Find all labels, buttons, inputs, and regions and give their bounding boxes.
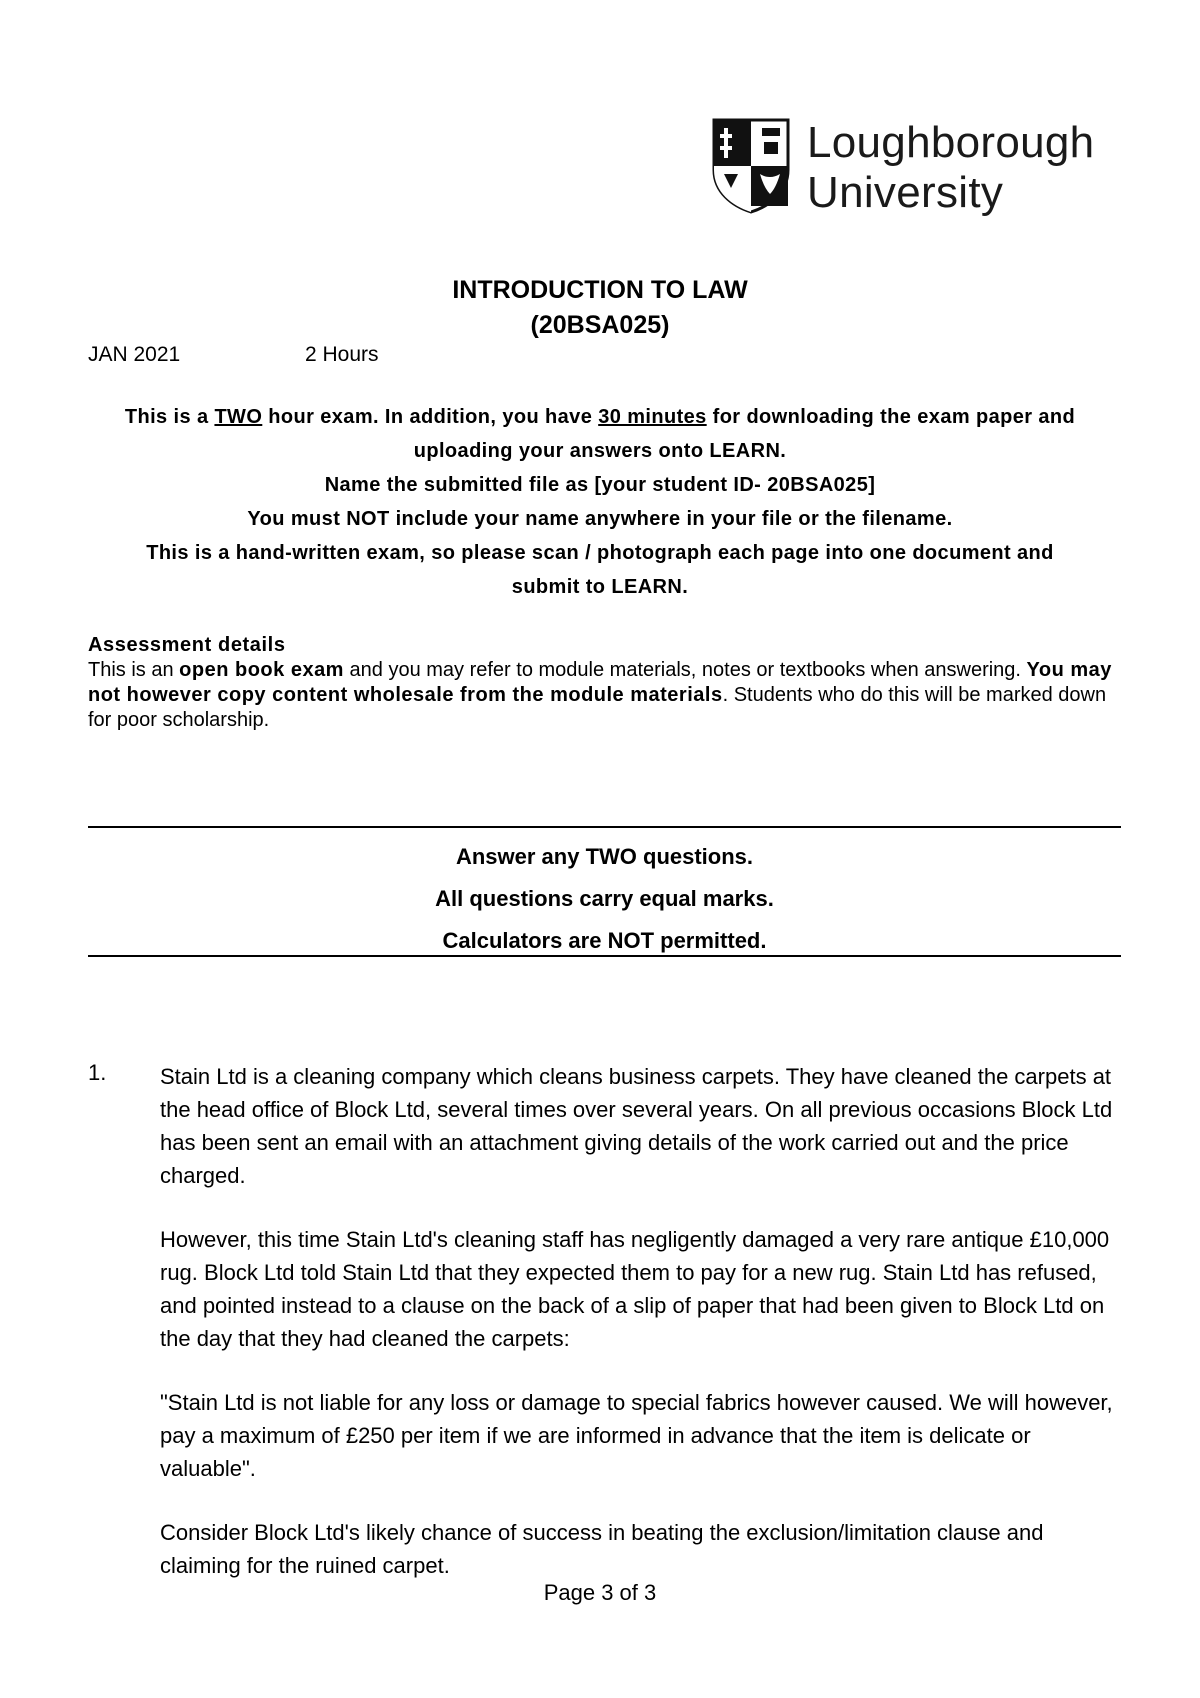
assessment-text xyxy=(88,658,1118,733)
assessment-emphasis: You may not however copy content wholesale from the module materials xyxy=(88,659,1112,706)
assessment-emphasis: open book exam xyxy=(179,659,344,681)
question-paragraph-1: Stain Ltd is a cleaning company which cleans business carpets. They have cleaned the carpets at the head office of Block Ltd, several times over several years. On all previous occasions Block Ltd has been sent an email with an attachment giving details of the work carried out and the price charged. xyxy=(160,1064,1113,1188)
assessment-text-part: and you may refer to module materials, notes or textbooks when answering. xyxy=(343,659,1027,681)
rule-line-2: All questions carry equal marks. xyxy=(435,886,774,911)
instruction-emphasis: TWO xyxy=(214,406,263,428)
assessment-text-part: . Students who do this will be marked down for poor scholarship. xyxy=(88,684,1107,731)
rule-line-1: Answer any TWO questions. xyxy=(455,844,754,869)
assessment-heading: Assessment details xyxy=(88,634,286,656)
question-paragraph-3: "Stain Ltd is not liable for any loss or damage to special fabrics however caused. We will however, pay a maximum of £250 per item if we are informed in advance that the item is delicate or valuable". xyxy=(160,1390,1113,1481)
assessment-details xyxy=(88,633,1118,733)
instruction-text: hour exam. In addition, you have xyxy=(262,406,599,428)
instruction-line-5: This is a hand-written exam, so please scan / photograph each page into one document and xyxy=(146,542,1054,564)
exam-instructions xyxy=(80,400,1120,604)
exam-code: (20BSA025) xyxy=(530,311,670,339)
top-divider xyxy=(88,826,1121,828)
page-number: Page 3 of 3 xyxy=(543,1580,657,1605)
instruction-line-6: submit to LEARN. xyxy=(511,576,689,598)
exam-title: INTRODUCTION TO LAW xyxy=(452,276,748,304)
question-paragraph-4: Consider Block Ltd's likely chance of success in beating the exclusion/limitation clause and claiming for the ruined carpet. xyxy=(160,1520,1044,1578)
instruction-line-1 xyxy=(80,400,1120,434)
question-paragraph-2: However, this time Stain Ltd's cleaning staff has negligently damaged a very rare antique £10,000 rug. Block Ltd told Stain Ltd that they expected them to pay for a new rug. Stain Ltd has refused, and pointed instead to a clause on the back of a slip of paper that had been given to Block Ltd on the day that they had cleaned the carpets: xyxy=(160,1227,1110,1351)
instruction-line-3: Name the submitted file as [your student ID- 20BSA025] xyxy=(324,474,876,496)
instruction-line-4: You must NOT include your name anywhere in your file or the filename. xyxy=(247,508,953,530)
instruction-text: for downloading the exam paper and xyxy=(706,406,1076,428)
logo-line-2: University xyxy=(807,168,1004,217)
question-body xyxy=(160,1060,1130,1613)
instruction-line-2: uploading your answers onto LEARN. xyxy=(413,440,787,462)
assessment-text-part: This is an xyxy=(88,659,180,681)
instruction-emphasis: 30 minutes xyxy=(598,406,707,428)
exam-duration: 2 Hours xyxy=(305,343,379,366)
question-number: 1. xyxy=(88,1060,107,1085)
bottom-divider xyxy=(88,955,1121,957)
rules-box xyxy=(88,836,1121,962)
university-logo xyxy=(712,118,1095,218)
instruction-text: This is a xyxy=(124,406,215,428)
logo-line-1: Loughborough xyxy=(807,118,1095,167)
university-crest-icon xyxy=(712,118,790,214)
rule-line-3: Calculators are NOT permitted. xyxy=(442,928,767,953)
exam-date: JAN 2021 xyxy=(88,343,181,366)
